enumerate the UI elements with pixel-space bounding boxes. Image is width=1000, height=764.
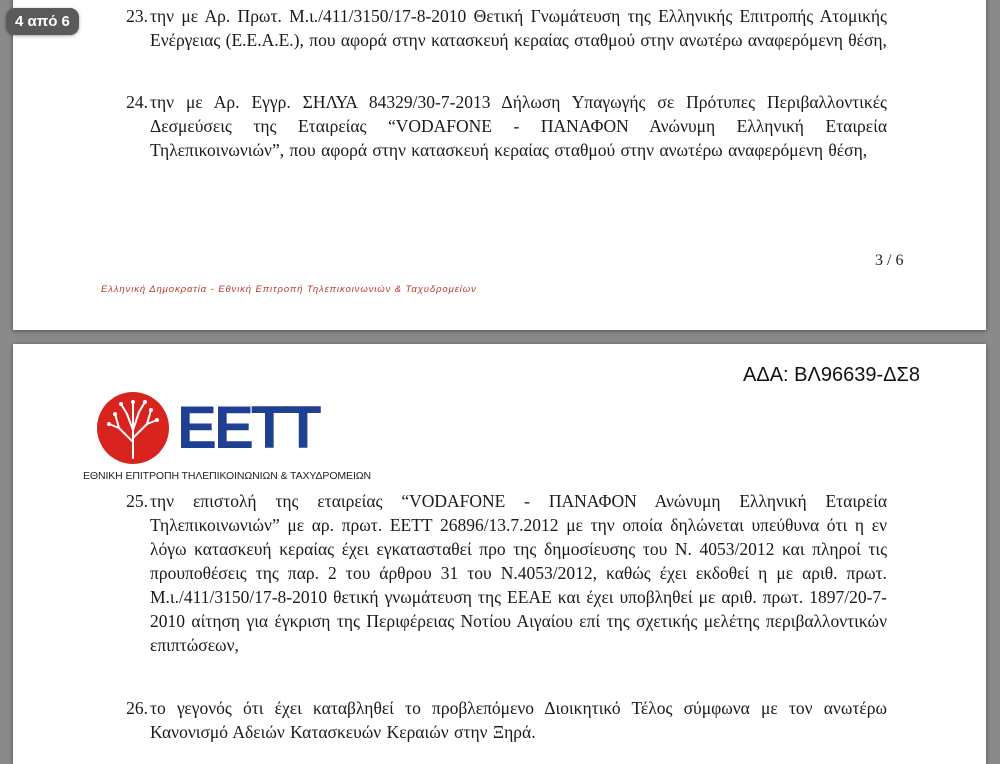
page-footer: Ελληνική Δημοκρατία - Εθνική Επιτροπή Τηλεπικοινωνιών & Ταχυδρομείων — [101, 284, 477, 295]
item-number: 25. — [126, 491, 148, 511]
eett-emblem-icon — [95, 390, 171, 466]
eett-logo-subtitle: ΕΘΝΙΚΗ ΕΠΙΤΡΟΠΗ ΤΗΛΕΠΙΚΟΙΝΩΝΙΩΝ & ΤΑΧΥΔΡΟΜΕΙΩΝ — [83, 470, 371, 482]
item-number: 24. — [126, 92, 148, 112]
item-text: την με Αρ. Πρωτ. Μ.ι./411/3150/17-8-2010 Θετική Γνωμάτευση της Ελληνικής Επιτροπής Ατομικής Ενέργειας (Ε.Ε.Α.Ε.), που αφορά στην κατασκευή κεραίας σταθμού στην ανωτέρω αναφερόμενη θέση, — [150, 6, 887, 50]
item-text: το γεγονός ότι έχει καταβληθεί το προβλεπόμενο Διοικητικό Τέλος σύμφωνα με τον ανωτέρω Κανονισμό Αδειών Κατασκευών Κεραιών στην Ξηρά. — [150, 698, 887, 742]
item-number: 26. — [126, 698, 148, 718]
page-indicator-badge[interactable]: 4 από 6 — [6, 8, 79, 35]
page-number: 3 / 6 — [875, 252, 904, 269]
document-page-3 — [13, 0, 986, 330]
document-page-4 — [13, 344, 986, 764]
ada-code: ΑΔΑ: ΒΛ96639-ΔΣ8 — [743, 364, 920, 386]
eett-logo-text: ΕΕΤΤ — [177, 394, 319, 461]
item-number: 23. — [126, 6, 148, 26]
item-text: την επιστολή της εταιρείας “VODAFONE - ΠΑΝΑΦΟΝ Ανώνυμη Ελληνική Εταιρεία Τηλεπικοινωνιών” με αρ. πρωτ. ΕΕΤΤ 26896/13.7.2012 με την οποία δηλώνεται υπεύθυνα ότι η εν λόγω κατασκευή κεραίας έχει εγκατασταθεί προ της δημοσίευσης του Ν. 4053/2012 και πληροί τις προυποθέσεις της παρ. 2 του άρθρου 31 του Ν.4053/2012, καθώς έχει εκδοθεί η με αριθ. πρωτ. Μ.ι./411/3150/17-8-2010 θετική γνωμάτευση της ΕΕΑΕ και έχει υποβληθεί με αριθ. πρωτ. 1897/20-7-2010 αίτηση για έγκριση της Περιφέρειας Νοτίου Αιγαίου επί της σχετικής μελέτης περιβαλλοντικών επιπτώσεων, — [150, 491, 887, 655]
item-text: την με Αρ. Εγγρ. ΣΗΛΥΑ 84329/30-7-2013 Δήλωση Υπαγωγής σε Πρότυπες Περιβαλλοντικές Δεσμεύσεις της Εταιρείας “VODAFONE - ΠΑΝΑΦΟΝ Ανώνυμη Ελληνική Εταιρεία Τηλεπικοινωνιών”, που αφορά στην κατασκευή κεραίας σταθμού στην ανωτέρω αναφερόμενη θέση, — [150, 92, 887, 160]
